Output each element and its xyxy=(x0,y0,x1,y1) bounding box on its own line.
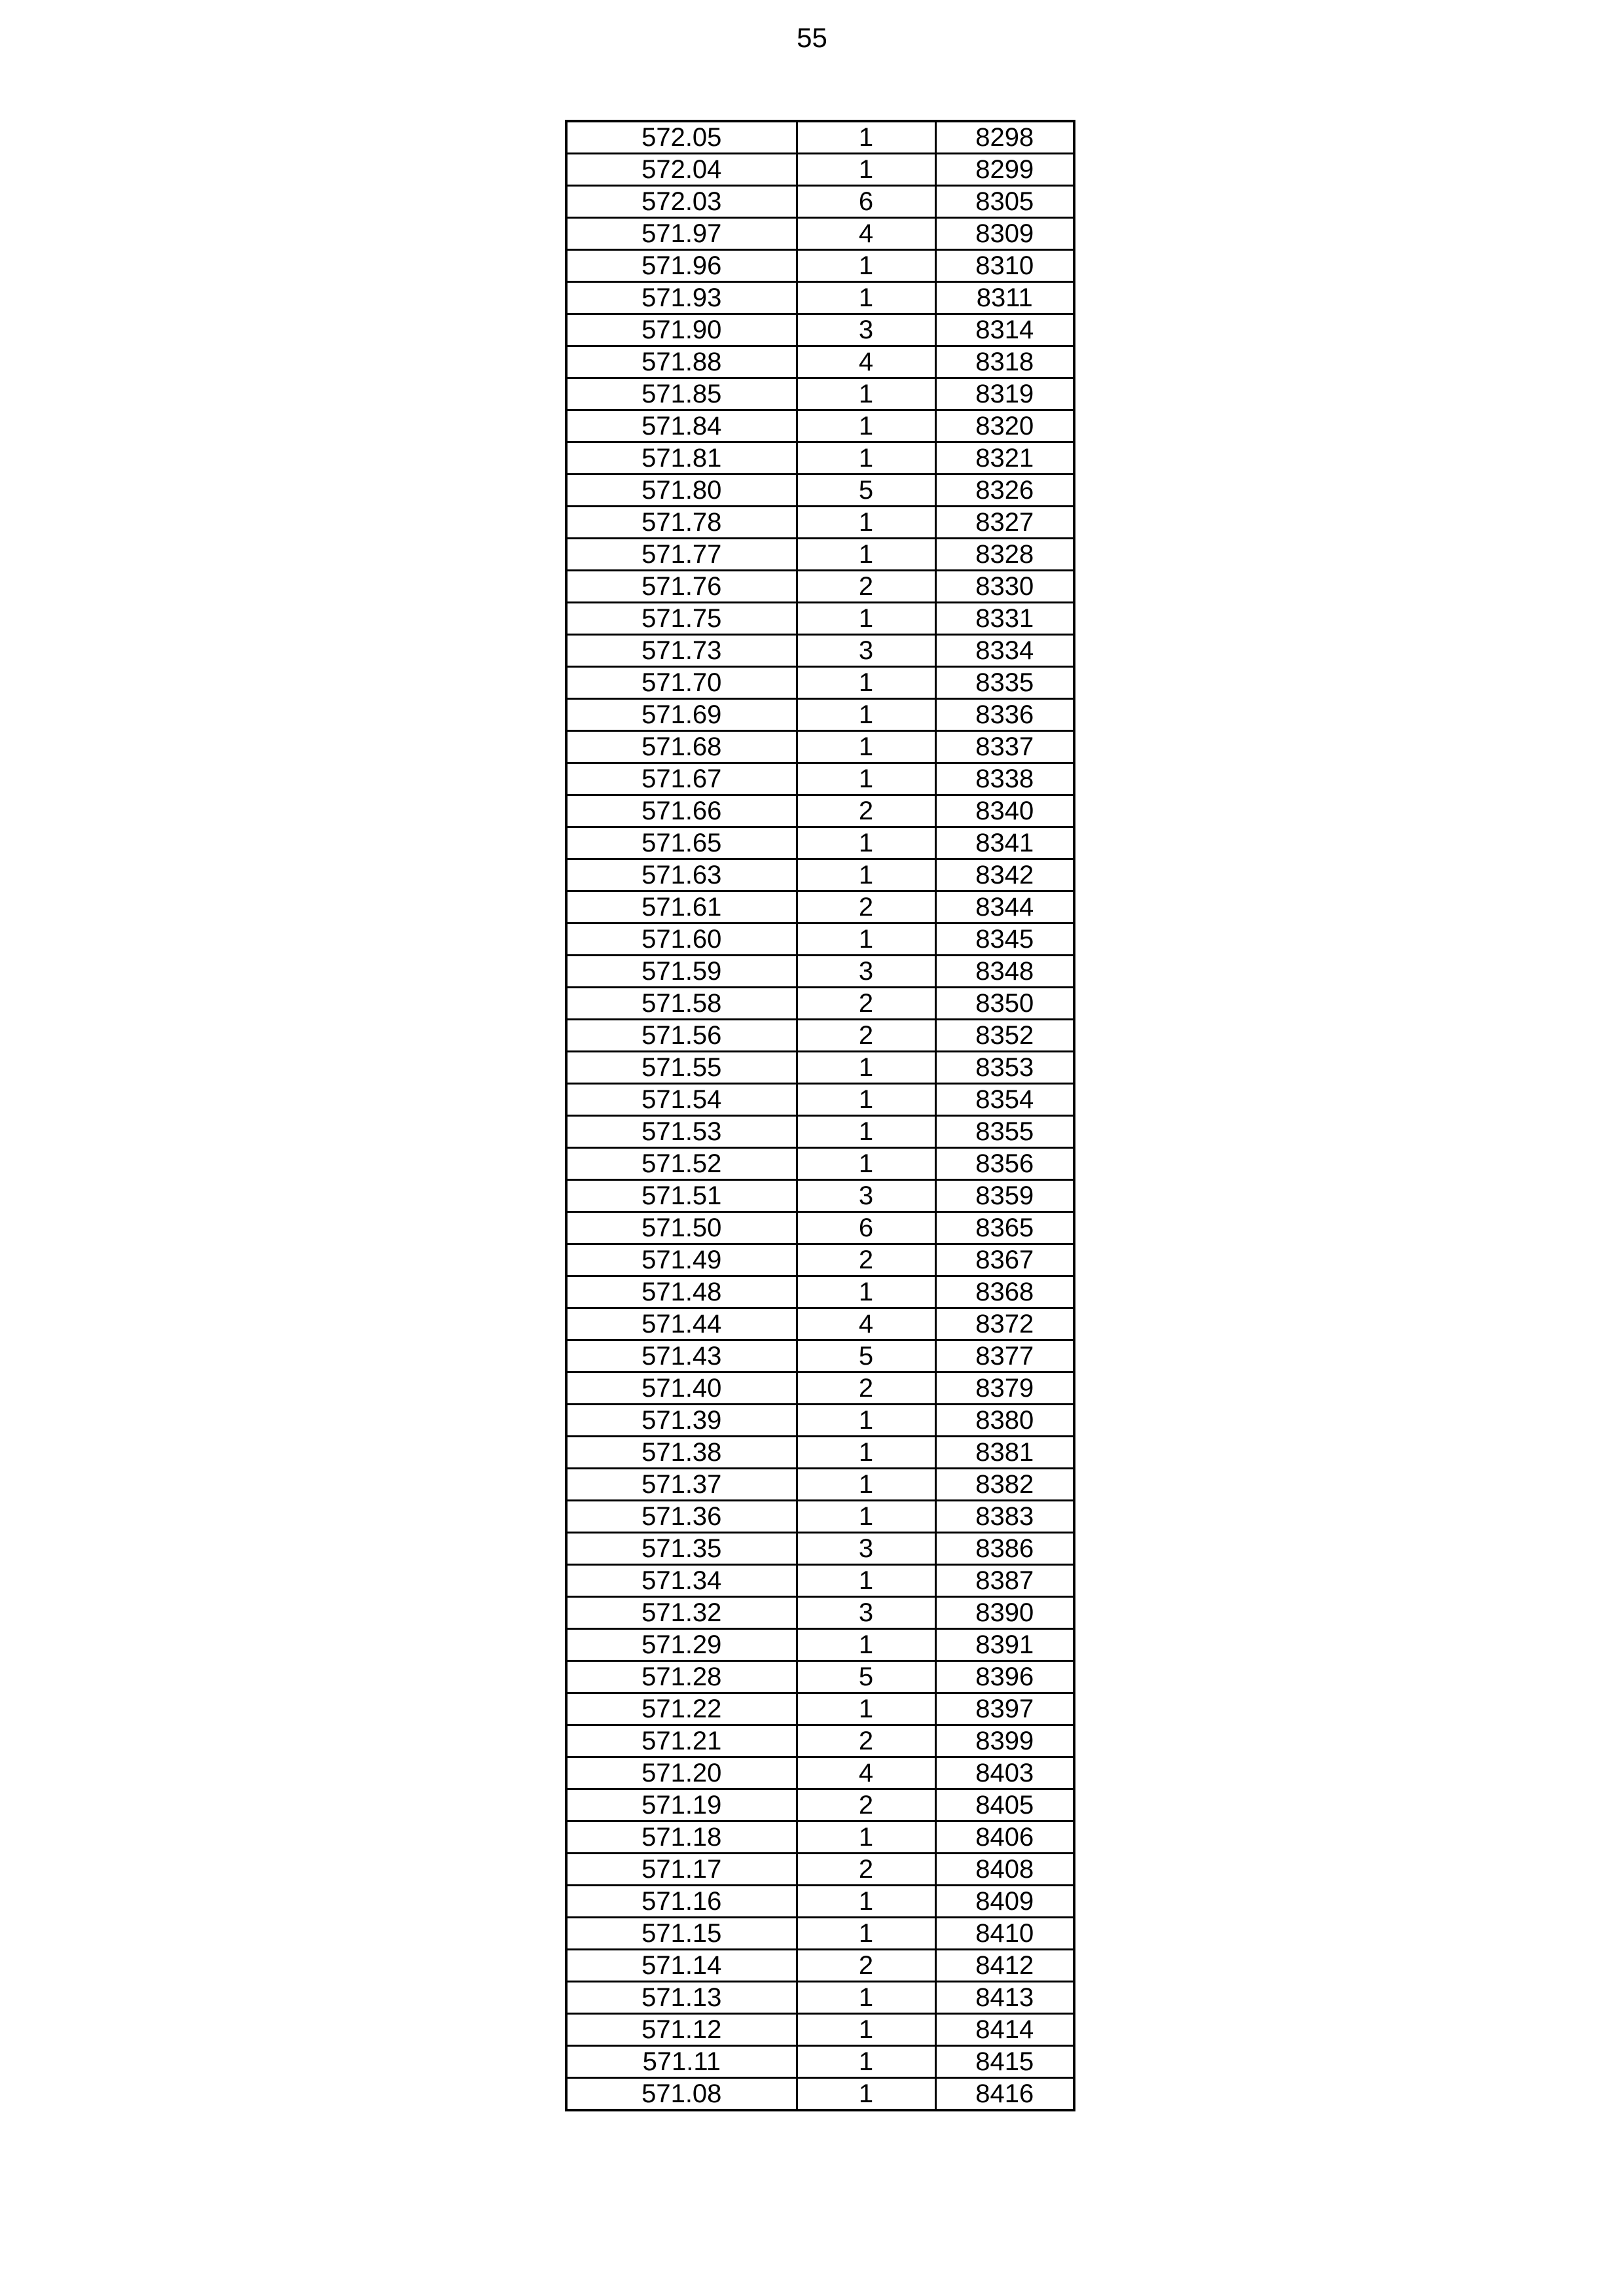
value-cell: 571.70 xyxy=(566,667,797,699)
cumulative-cell: 8350 xyxy=(935,988,1074,1020)
cumulative-cell: 8409 xyxy=(935,1886,1074,1918)
table-row xyxy=(566,1244,1074,1276)
table-row xyxy=(566,1148,1074,1180)
value-cell: 571.11 xyxy=(566,2046,797,2078)
cumulative-cell: 8319 xyxy=(935,378,1074,410)
value-cell: 571.29 xyxy=(566,1629,797,1661)
cumulative-cell: 8330 xyxy=(935,571,1074,603)
count-cell: 1 xyxy=(797,282,935,314)
value-cell: 571.90 xyxy=(566,314,797,346)
table-row xyxy=(566,1693,1074,1725)
table-row xyxy=(566,2014,1074,2046)
value-cell: 571.37 xyxy=(566,1469,797,1501)
cumulative-cell: 8353 xyxy=(935,1052,1074,1084)
count-cell: 1 xyxy=(797,763,935,795)
count-cell: 2 xyxy=(797,795,935,827)
count-cell: 1 xyxy=(797,442,935,475)
table-row xyxy=(566,1501,1074,1533)
value-cell: 571.84 xyxy=(566,410,797,442)
value-cell: 571.51 xyxy=(566,1180,797,1212)
count-cell: 3 xyxy=(797,1180,935,1212)
value-cell: 571.34 xyxy=(566,1565,797,1597)
cumulative-cell: 8310 xyxy=(935,250,1074,282)
value-cell: 571.73 xyxy=(566,635,797,667)
value-cell: 571.36 xyxy=(566,1501,797,1533)
cumulative-cell: 8354 xyxy=(935,1084,1074,1116)
cumulative-cell: 8359 xyxy=(935,1180,1074,1212)
table-row xyxy=(566,1469,1074,1501)
table-row xyxy=(566,1629,1074,1661)
count-cell: 1 xyxy=(797,1116,935,1148)
table-row xyxy=(566,924,1074,956)
value-cell: 571.15 xyxy=(566,1918,797,1950)
count-cell: 1 xyxy=(797,1084,935,1116)
table-row xyxy=(566,250,1074,282)
value-cell: 571.55 xyxy=(566,1052,797,1084)
value-cell: 571.35 xyxy=(566,1533,797,1565)
value-cell: 571.66 xyxy=(566,795,797,827)
value-cell: 571.63 xyxy=(566,859,797,891)
count-cell: 2 xyxy=(797,1789,935,1821)
value-cell: 571.52 xyxy=(566,1148,797,1180)
count-cell: 1 xyxy=(797,2046,935,2078)
value-cell: 571.28 xyxy=(566,1661,797,1693)
cumulative-cell: 8397 xyxy=(935,1693,1074,1725)
count-cell: 2 xyxy=(797,1020,935,1052)
value-cell: 571.48 xyxy=(566,1276,797,1308)
table-row xyxy=(566,571,1074,603)
table-row xyxy=(566,1212,1074,1244)
count-cell: 1 xyxy=(797,603,935,635)
count-cell: 1 xyxy=(797,2078,935,2111)
table-row xyxy=(566,763,1074,795)
cumulative-cell: 8334 xyxy=(935,635,1074,667)
value-cell: 571.49 xyxy=(566,1244,797,1276)
table-row xyxy=(566,282,1074,314)
count-cell: 1 xyxy=(797,507,935,539)
count-cell: 2 xyxy=(797,1854,935,1886)
value-cell: 571.78 xyxy=(566,507,797,539)
value-cell: 571.20 xyxy=(566,1757,797,1789)
value-cell: 571.18 xyxy=(566,1821,797,1854)
table-row xyxy=(566,1372,1074,1405)
value-cell: 571.67 xyxy=(566,763,797,795)
table-row xyxy=(566,1757,1074,1789)
cumulative-cell: 8391 xyxy=(935,1629,1074,1661)
value-cell: 571.81 xyxy=(566,442,797,475)
count-cell: 1 xyxy=(797,2014,935,2046)
cumulative-cell: 8348 xyxy=(935,956,1074,988)
count-cell: 3 xyxy=(797,1533,935,1565)
value-cell: 571.22 xyxy=(566,1693,797,1725)
value-cell: 571.59 xyxy=(566,956,797,988)
cumulative-cell: 8381 xyxy=(935,1437,1074,1469)
cumulative-cell: 8338 xyxy=(935,763,1074,795)
table-row xyxy=(566,795,1074,827)
table-row xyxy=(566,218,1074,250)
table-row xyxy=(566,699,1074,731)
table-row xyxy=(566,1052,1074,1084)
count-cell: 1 xyxy=(797,1276,935,1308)
table-row xyxy=(566,1276,1074,1308)
cumulative-cell: 8408 xyxy=(935,1854,1074,1886)
table-row xyxy=(566,1437,1074,1469)
table-row xyxy=(566,1597,1074,1629)
table-row xyxy=(566,827,1074,859)
value-cell: 571.77 xyxy=(566,539,797,571)
count-cell: 2 xyxy=(797,1725,935,1757)
count-cell: 3 xyxy=(797,635,935,667)
cumulative-cell: 8352 xyxy=(935,1020,1074,1052)
table-row xyxy=(566,1180,1074,1212)
value-cell: 572.03 xyxy=(566,186,797,218)
table-row xyxy=(566,1886,1074,1918)
cumulative-cell: 8382 xyxy=(935,1469,1074,1501)
table-row xyxy=(566,1533,1074,1565)
cumulative-cell: 8410 xyxy=(935,1918,1074,1950)
count-cell: 1 xyxy=(797,731,935,763)
table-row xyxy=(566,891,1074,924)
cumulative-cell: 8344 xyxy=(935,891,1074,924)
count-cell: 2 xyxy=(797,988,935,1020)
table-row xyxy=(566,2046,1074,2078)
value-cell: 571.16 xyxy=(566,1886,797,1918)
page-number: 55 xyxy=(797,22,827,53)
cumulative-cell: 8365 xyxy=(935,1212,1074,1244)
table-row xyxy=(566,1661,1074,1693)
count-cell: 1 xyxy=(797,699,935,731)
count-cell: 1 xyxy=(797,121,935,154)
value-cell: 571.50 xyxy=(566,1212,797,1244)
cumulative-cell: 8299 xyxy=(935,154,1074,186)
cumulative-cell: 8314 xyxy=(935,314,1074,346)
count-cell: 1 xyxy=(797,154,935,186)
cumulative-cell: 8406 xyxy=(935,1821,1074,1854)
count-cell: 5 xyxy=(797,1661,935,1693)
table-row xyxy=(566,1854,1074,1886)
count-cell: 2 xyxy=(797,891,935,924)
cumulative-cell: 8309 xyxy=(935,218,1074,250)
count-cell: 1 xyxy=(797,1982,935,2014)
table-row xyxy=(566,667,1074,699)
count-cell: 1 xyxy=(797,1565,935,1597)
count-cell: 1 xyxy=(797,924,935,956)
value-cell: 571.61 xyxy=(566,891,797,924)
cumulative-cell: 8340 xyxy=(935,795,1074,827)
table-row xyxy=(566,1565,1074,1597)
count-cell: 1 xyxy=(797,1693,935,1725)
table-row xyxy=(566,507,1074,539)
table-body xyxy=(566,121,1074,2110)
table-row xyxy=(566,378,1074,410)
data-table xyxy=(565,120,1075,2111)
count-cell: 5 xyxy=(797,475,935,507)
value-cell: 571.12 xyxy=(566,2014,797,2046)
cumulative-cell: 8403 xyxy=(935,1757,1074,1789)
table-row xyxy=(566,1308,1074,1340)
value-cell: 571.96 xyxy=(566,250,797,282)
count-cell: 1 xyxy=(797,1405,935,1437)
value-cell: 571.85 xyxy=(566,378,797,410)
value-cell: 572.04 xyxy=(566,154,797,186)
value-cell: 571.54 xyxy=(566,1084,797,1116)
cumulative-cell: 8341 xyxy=(935,827,1074,859)
value-cell: 571.75 xyxy=(566,603,797,635)
cumulative-cell: 8328 xyxy=(935,539,1074,571)
count-cell: 6 xyxy=(797,1212,935,1244)
value-cell: 571.13 xyxy=(566,1982,797,2014)
cumulative-cell: 8416 xyxy=(935,2078,1074,2111)
cumulative-cell: 8327 xyxy=(935,507,1074,539)
value-cell: 571.93 xyxy=(566,282,797,314)
cumulative-cell: 8412 xyxy=(935,1950,1074,1982)
count-cell: 3 xyxy=(797,956,935,988)
cumulative-cell: 8377 xyxy=(935,1340,1074,1372)
value-cell: 571.08 xyxy=(566,2078,797,2111)
value-cell: 571.97 xyxy=(566,218,797,250)
count-cell: 2 xyxy=(797,1950,935,1982)
table-row xyxy=(566,1725,1074,1757)
count-cell: 1 xyxy=(797,859,935,891)
count-cell: 1 xyxy=(797,1148,935,1180)
value-cell: 571.69 xyxy=(566,699,797,731)
value-cell: 571.44 xyxy=(566,1308,797,1340)
cumulative-cell: 8387 xyxy=(935,1565,1074,1597)
table-row xyxy=(566,1405,1074,1437)
cumulative-cell: 8390 xyxy=(935,1597,1074,1629)
table-row xyxy=(566,1340,1074,1372)
count-cell: 2 xyxy=(797,571,935,603)
table-row xyxy=(566,475,1074,507)
cumulative-cell: 8368 xyxy=(935,1276,1074,1308)
cumulative-cell: 8320 xyxy=(935,410,1074,442)
count-cell: 1 xyxy=(797,1918,935,1950)
cumulative-cell: 8415 xyxy=(935,2046,1074,2078)
value-cell: 571.21 xyxy=(566,1725,797,1757)
cumulative-cell: 8355 xyxy=(935,1116,1074,1148)
table-row xyxy=(566,956,1074,988)
value-cell: 571.56 xyxy=(566,1020,797,1052)
value-cell: 571.39 xyxy=(566,1405,797,1437)
count-cell: 1 xyxy=(797,1052,935,1084)
cumulative-cell: 8336 xyxy=(935,699,1074,731)
table-row xyxy=(566,1116,1074,1148)
cumulative-cell: 8321 xyxy=(935,442,1074,475)
value-cell: 571.53 xyxy=(566,1116,797,1148)
cumulative-cell: 8318 xyxy=(935,346,1074,378)
value-cell: 571.17 xyxy=(566,1854,797,1886)
table-row xyxy=(566,154,1074,186)
table-row xyxy=(566,442,1074,475)
value-cell: 571.38 xyxy=(566,1437,797,1469)
cumulative-cell: 8380 xyxy=(935,1405,1074,1437)
cumulative-cell: 8386 xyxy=(935,1533,1074,1565)
table-row xyxy=(566,346,1074,378)
table-row xyxy=(566,186,1074,218)
table-row xyxy=(566,603,1074,635)
table-row xyxy=(566,1821,1074,1854)
count-cell: 1 xyxy=(797,539,935,571)
count-cell: 1 xyxy=(797,1437,935,1469)
count-cell: 1 xyxy=(797,410,935,442)
table-row xyxy=(566,1020,1074,1052)
table-row xyxy=(566,539,1074,571)
count-cell: 2 xyxy=(797,1372,935,1405)
cumulative-cell: 8405 xyxy=(935,1789,1074,1821)
count-cell: 4 xyxy=(797,1308,935,1340)
table-row xyxy=(566,635,1074,667)
value-cell: 571.19 xyxy=(566,1789,797,1821)
cumulative-cell: 8383 xyxy=(935,1501,1074,1533)
cumulative-cell: 8379 xyxy=(935,1372,1074,1405)
count-cell: 1 xyxy=(797,1629,935,1661)
count-cell: 3 xyxy=(797,1597,935,1629)
table-row xyxy=(566,731,1074,763)
table-row xyxy=(566,410,1074,442)
cumulative-cell: 8311 xyxy=(935,282,1074,314)
count-cell: 2 xyxy=(797,1244,935,1276)
count-cell: 4 xyxy=(797,218,935,250)
cumulative-cell: 8356 xyxy=(935,1148,1074,1180)
cumulative-cell: 8396 xyxy=(935,1661,1074,1693)
value-cell: 571.80 xyxy=(566,475,797,507)
cumulative-cell: 8372 xyxy=(935,1308,1074,1340)
table-row xyxy=(566,1982,1074,2014)
count-cell: 1 xyxy=(797,250,935,282)
count-cell: 3 xyxy=(797,314,935,346)
count-cell: 4 xyxy=(797,1757,935,1789)
value-cell: 571.60 xyxy=(566,924,797,956)
cumulative-cell: 8345 xyxy=(935,924,1074,956)
value-cell: 571.43 xyxy=(566,1340,797,1372)
value-cell: 571.68 xyxy=(566,731,797,763)
value-cell: 571.65 xyxy=(566,827,797,859)
count-cell: 1 xyxy=(797,1821,935,1854)
count-cell: 1 xyxy=(797,1886,935,1918)
value-cell: 571.88 xyxy=(566,346,797,378)
table-row xyxy=(566,1918,1074,1950)
value-cell: 572.05 xyxy=(566,121,797,154)
table-row xyxy=(566,314,1074,346)
cumulative-cell: 8298 xyxy=(935,121,1074,154)
cumulative-cell: 8326 xyxy=(935,475,1074,507)
table-row xyxy=(566,859,1074,891)
count-cell: 1 xyxy=(797,1501,935,1533)
table-row xyxy=(566,1789,1074,1821)
cumulative-cell: 8331 xyxy=(935,603,1074,635)
cumulative-cell: 8305 xyxy=(935,186,1074,218)
table-row xyxy=(566,2078,1074,2111)
count-cell: 6 xyxy=(797,186,935,218)
cumulative-cell: 8399 xyxy=(935,1725,1074,1757)
count-cell: 1 xyxy=(797,1469,935,1501)
cumulative-cell: 8337 xyxy=(935,731,1074,763)
count-cell: 1 xyxy=(797,667,935,699)
count-cell: 5 xyxy=(797,1340,935,1372)
table-row xyxy=(566,988,1074,1020)
value-cell: 571.14 xyxy=(566,1950,797,1982)
cumulative-cell: 8414 xyxy=(935,2014,1074,2046)
cumulative-cell: 8335 xyxy=(935,667,1074,699)
cumulative-cell: 8342 xyxy=(935,859,1074,891)
value-cell: 571.32 xyxy=(566,1597,797,1629)
value-cell: 571.40 xyxy=(566,1372,797,1405)
table-row xyxy=(566,1084,1074,1116)
count-cell: 1 xyxy=(797,827,935,859)
cumulative-cell: 8413 xyxy=(935,1982,1074,2014)
table-row xyxy=(566,1950,1074,1982)
count-cell: 4 xyxy=(797,346,935,378)
count-cell: 1 xyxy=(797,378,935,410)
value-cell: 571.76 xyxy=(566,571,797,603)
value-cell: 571.58 xyxy=(566,988,797,1020)
table-row xyxy=(566,121,1074,154)
cumulative-cell: 8367 xyxy=(935,1244,1074,1276)
